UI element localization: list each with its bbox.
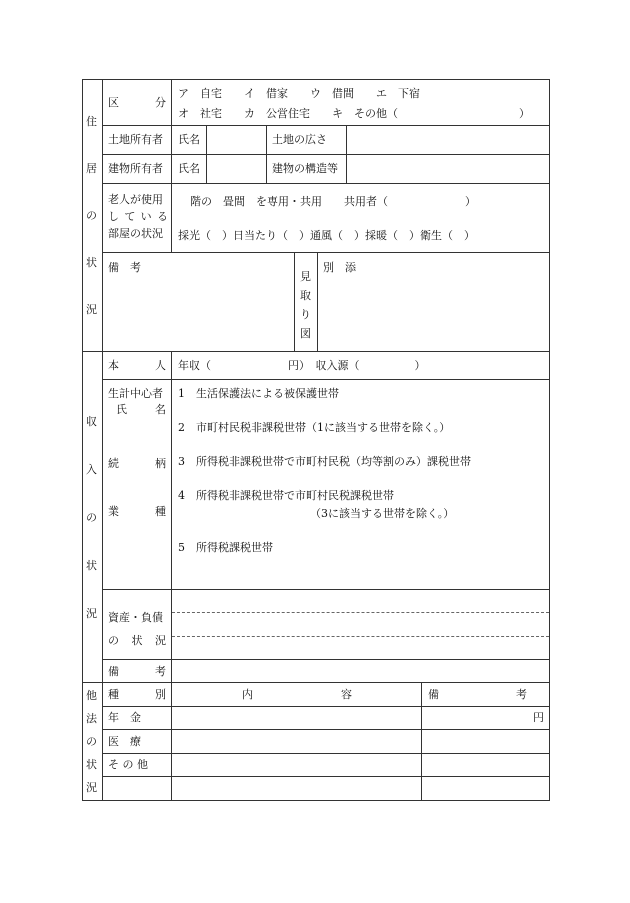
kubun-options-row-2: オ 社宅 カ 公営住宅 キ その他（ ）	[178, 107, 530, 120]
income-option-5[interactable]: 5 所得税課税世帯	[178, 541, 273, 554]
income-remarks-field[interactable]	[172, 660, 549, 681]
section-char: 況	[86, 607, 97, 620]
elder-room-line-1: 階の 畳間 を専用・共用 共用者（ ）	[190, 195, 476, 208]
income-option-4[interactable]: 4 所得税非課税世帯で市町村民税課税世帯	[178, 489, 394, 502]
other-law-row-label: 年 金	[108, 711, 141, 724]
housing-remarks-label: 備 考	[108, 261, 141, 274]
household-head-label	[108, 387, 166, 416]
assets-label-line: 資産・負債	[108, 611, 163, 624]
elder-room-label	[108, 193, 168, 240]
land-area-field[interactable]	[347, 126, 548, 153]
medical-content-field[interactable]	[172, 730, 420, 752]
section-char: 居	[86, 162, 97, 175]
border-bottom	[82, 800, 550, 801]
land-owner-name-label: 氏名	[178, 133, 200, 146]
cell-line	[294, 252, 295, 351]
extra-content-field[interactable]	[172, 777, 420, 799]
land-owner-name-field[interactable]	[207, 126, 265, 153]
income-remarks-label: 備 考	[108, 665, 166, 678]
other-content-field[interactable]	[172, 754, 420, 775]
remarks-header: 備 考	[428, 688, 527, 701]
cell-line	[421, 682, 422, 801]
assets-label	[108, 611, 166, 647]
type-header: 種 別	[108, 688, 166, 701]
section-char: 法	[86, 712, 97, 725]
occupation-label: 業 種	[108, 505, 166, 518]
row-line	[102, 183, 550, 184]
section-char: 収	[86, 415, 97, 428]
label-column-line	[171, 79, 172, 252]
household-status-form	[82, 79, 550, 801]
income-option-1[interactable]: 1 生活保護法による被保護世帯	[178, 387, 339, 400]
housing-remarks-field[interactable]	[172, 274, 293, 350]
section-char: の	[86, 735, 97, 748]
elder-room-label-line: 老人が使用	[108, 193, 163, 206]
household-head-label-line: 氏 名	[116, 403, 166, 416]
section-char: 状	[86, 758, 97, 771]
other-law-row-label: 医 療	[108, 735, 141, 748]
content-header: 内 容	[242, 688, 352, 701]
map-char: り	[300, 308, 311, 321]
pension-content-field[interactable]	[172, 707, 420, 728]
section-column-divider	[102, 79, 103, 801]
elder-room-label-line: 部屋の状況	[108, 227, 163, 240]
annual-income-text: 年収（ 円） 収入源（ ）	[178, 359, 426, 372]
building-owner-label: 建物所有者	[108, 162, 163, 175]
elder-room-label-line: している	[108, 210, 168, 223]
border-top	[82, 79, 550, 80]
land-owner-label: 土地所有者	[108, 133, 163, 146]
map-char: 見	[300, 270, 311, 283]
map-char: 取	[300, 289, 311, 302]
cell-line	[266, 125, 267, 183]
income-option-2[interactable]: 2 市町村民税非課税世帯（1に該当する世帯を除く。）	[178, 421, 451, 434]
building-owner-name-field[interactable]	[207, 155, 265, 182]
section-char: の	[86, 209, 97, 222]
building-structure-field[interactable]	[347, 155, 548, 182]
section-divider-housing-income	[82, 351, 550, 352]
land-area-label: 土地の広さ	[272, 133, 327, 146]
income-option-3[interactable]: 3 所得税非課税世帯で市町村民税（均等割のみ）課税世帯	[178, 455, 471, 468]
building-structure-label: 建物の構造等	[272, 162, 338, 175]
section-char: 状	[86, 559, 97, 572]
yen-unit: 円	[533, 711, 544, 724]
assets-label-line: の 状 況	[108, 634, 166, 647]
row-line	[102, 252, 550, 253]
section-char: 住	[86, 115, 97, 128]
section-char: 他	[86, 689, 97, 702]
assets-field[interactable]	[172, 590, 549, 658]
building-owner-name-label: 氏名	[178, 162, 200, 175]
income-option-4-note: （3に該当する世帯を除く。）	[310, 507, 455, 520]
kubun-options-row-1: ア 自宅 イ 借家 ウ 借間 エ 下宿	[178, 87, 420, 100]
other-law-row-label: そ の 他	[108, 758, 148, 771]
relation-label: 続 柄	[108, 457, 166, 470]
border-left	[82, 79, 83, 801]
attachment-label: 別 添	[323, 261, 356, 274]
section-char: 入	[86, 463, 97, 476]
map-char: 図	[300, 327, 311, 340]
border-right	[549, 79, 550, 801]
section-divider-income-otherlaw	[82, 682, 550, 683]
household-head-label-line: 生計中心者	[108, 387, 163, 400]
self-label: 本 人	[108, 359, 166, 372]
cell-line	[317, 252, 318, 351]
kubun-label: 区 分	[108, 96, 166, 109]
section-char: 況	[86, 303, 97, 316]
section-char: 状	[86, 256, 97, 269]
section-char: 況	[86, 781, 97, 794]
elder-room-line-2: 採光（ ）日当たり（ ）通風（ ）採暖（ ）衛生（ ）	[178, 229, 475, 242]
row-line	[102, 379, 550, 380]
section-char: の	[86, 511, 97, 524]
